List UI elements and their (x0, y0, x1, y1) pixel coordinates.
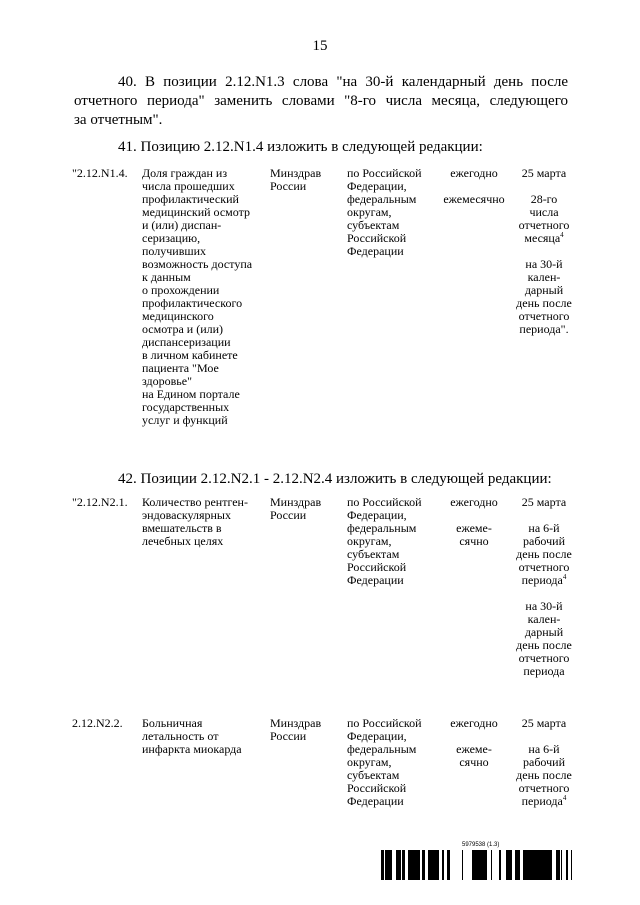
cell-line: 25 марта (521, 495, 567, 509)
cell-line: отчетного (518, 781, 570, 795)
barcode (376, 850, 574, 880)
cell-line: месяца$^4$ (524, 231, 564, 245)
cell-line: ежеме- (456, 742, 492, 756)
cell-line: Федерации, (347, 729, 407, 743)
cell-line: периода$^4$ (521, 794, 567, 808)
paragraph-40-line-2: отчетного периода" заменить словами "8-го числа месяца, следующего (74, 93, 568, 109)
cell-line: о прохождении (142, 283, 220, 297)
cell-line: Российской (347, 781, 407, 795)
cell-line: день после (516, 547, 572, 561)
row-code: 2.12.N2.2. (72, 716, 123, 730)
footnote-mark: 4 (562, 794, 567, 802)
cell-line: России (270, 729, 307, 743)
row-level (347, 167, 435, 258)
cell-line: профилактический (142, 192, 239, 206)
cell-line: Российской (347, 231, 407, 245)
cell-line: день после (516, 296, 572, 310)
cell-line: день после (516, 638, 572, 652)
cell-line: Федерации, (347, 508, 407, 522)
cell-line: сячно (459, 755, 489, 769)
row-name (142, 496, 268, 548)
cell-line: на 30-й (525, 599, 563, 613)
cell-line: периода". (519, 322, 569, 336)
cell-line: ежеме- (456, 521, 492, 535)
cell-line: отчетного (518, 560, 570, 574)
barcode-bar (571, 850, 572, 880)
cell-line: инфаркта миокарда (142, 742, 242, 756)
cell-line: субъектам (347, 218, 400, 232)
cell-line: отчетного (518, 309, 570, 323)
cell-line: пациента "Мое (142, 361, 219, 375)
cell-line: ежегодно (450, 166, 498, 180)
cell-line: на 30-й (525, 257, 563, 271)
cell-line: федеральным (347, 521, 417, 535)
cell-line: здоровье" (142, 374, 192, 388)
cell-line: государственных (142, 400, 230, 414)
paragraph-42: 42. Позиции 2.12.N2.1 - 2.12.N2.4 изложить в следующей редакции: (118, 471, 552, 487)
row-name (142, 717, 268, 756)
cell-line: субъектам (347, 768, 400, 782)
cell-line: медицинского (142, 309, 214, 323)
cell-line: субъектам (347, 547, 400, 561)
cell-line: рабочий (523, 755, 565, 769)
cell-line: к данным (142, 270, 191, 284)
cell-line: диспансеризации (142, 335, 231, 349)
row-due (512, 496, 576, 678)
cell-line: числа (529, 205, 559, 219)
cell-line: Федерации, (347, 179, 407, 193)
paragraph-40-line-1: 40. В позиции 2.12.N1.3 слова "на 30-й календарный день после (118, 74, 568, 90)
row-frequency (434, 167, 514, 206)
cell-line: по Российской (347, 495, 422, 509)
cell-line: дарный (524, 625, 564, 639)
cell-line: ежегодно (450, 716, 498, 730)
cell-line: вмешательств в (142, 521, 222, 535)
cell-line: день после (516, 768, 572, 782)
cell-line: периода$^4$ (521, 573, 567, 587)
row-agency (270, 167, 342, 193)
cell-line: Количество рентген- (142, 495, 248, 509)
footnote-mark: 4 (562, 573, 567, 581)
cell-line: на Едином портале (142, 387, 240, 401)
cell-line: эндоваскулярных (142, 508, 231, 522)
cell-line: сячно (459, 534, 489, 548)
barcode-code: 5979538 (1.3) (462, 842, 500, 848)
row-level (347, 717, 435, 808)
cell-line: 25 марта (521, 166, 567, 180)
paragraph-40 (74, 73, 568, 130)
cell-line: ежегодно (450, 495, 498, 509)
cell-line: осмотра и (или) (142, 322, 224, 336)
paragraph-40-line-3: за отчетным". (74, 112, 163, 128)
cell-line: числа прошедших (142, 179, 235, 193)
row-agency (270, 717, 342, 743)
cell-line: 28-го (530, 192, 558, 206)
footnote-mark: 4 (560, 231, 564, 239)
row-frequency (434, 496, 514, 548)
cell-line: в личном кабинете (142, 348, 238, 362)
cell-line: России (270, 508, 307, 522)
row-code: "2.12.N1.4. (72, 166, 128, 180)
cell-line: кален- (527, 270, 561, 284)
cell-line: Доля граждан из (142, 166, 228, 180)
cell-line: на 6-й (528, 742, 560, 756)
cell-line: на 6-й (528, 521, 560, 535)
paragraph-41: 41. Позицию 2.12.N1.4 изложить в следующей редакции: (118, 139, 483, 155)
cell-line: ежемесячно (443, 192, 505, 206)
row-agency (270, 496, 342, 522)
cell-line: летальность от (142, 729, 219, 743)
cell-line: рабочий (523, 534, 565, 548)
row-name (142, 167, 268, 427)
row-level (347, 496, 435, 587)
cell-line: Федерации (347, 573, 404, 587)
cell-line: Минздрав (270, 716, 322, 730)
cell-line: России (270, 179, 307, 193)
cell-line: лечебных целях (142, 534, 224, 548)
cell-line: Минздрав (270, 166, 322, 180)
cell-line: округам, (347, 534, 392, 548)
cell-line: Больничная (142, 716, 203, 730)
cell-line: Федерации (347, 244, 404, 258)
cell-line: отчетного (518, 218, 570, 232)
cell-line: кален- (527, 612, 561, 626)
cell-line: серизацию, (142, 231, 201, 245)
cell-line: по Российской (347, 716, 422, 730)
row-frequency (434, 717, 514, 769)
cell-line: Минздрав (270, 495, 322, 509)
cell-line: 25 марта (521, 716, 567, 730)
cell-line: получивших (142, 244, 207, 258)
cell-line: отчетного (518, 651, 570, 665)
cell-line: профилактического (142, 296, 243, 310)
cell-line: округам, (347, 755, 392, 769)
page-number: 15 (312, 38, 328, 54)
cell-line: Федерации (347, 794, 404, 808)
cell-line: федеральным (347, 742, 417, 756)
cell-line: федеральным (347, 192, 417, 206)
cell-line: Российской (347, 560, 407, 574)
row-due (512, 717, 576, 808)
cell-line: и (или) диспан- (142, 218, 222, 232)
cell-line: по Российской (347, 166, 422, 180)
cell-line: возможность доступа (142, 257, 253, 271)
row-due (512, 167, 576, 336)
cell-line: периода (523, 664, 565, 678)
cell-line: дарный (524, 283, 564, 297)
cell-line: услуг и функций (142, 413, 228, 427)
cell-line: округам, (347, 205, 392, 219)
row-code: "2.12.N2.1. (72, 495, 128, 509)
cell-line: медицинский осмотр (142, 205, 251, 219)
